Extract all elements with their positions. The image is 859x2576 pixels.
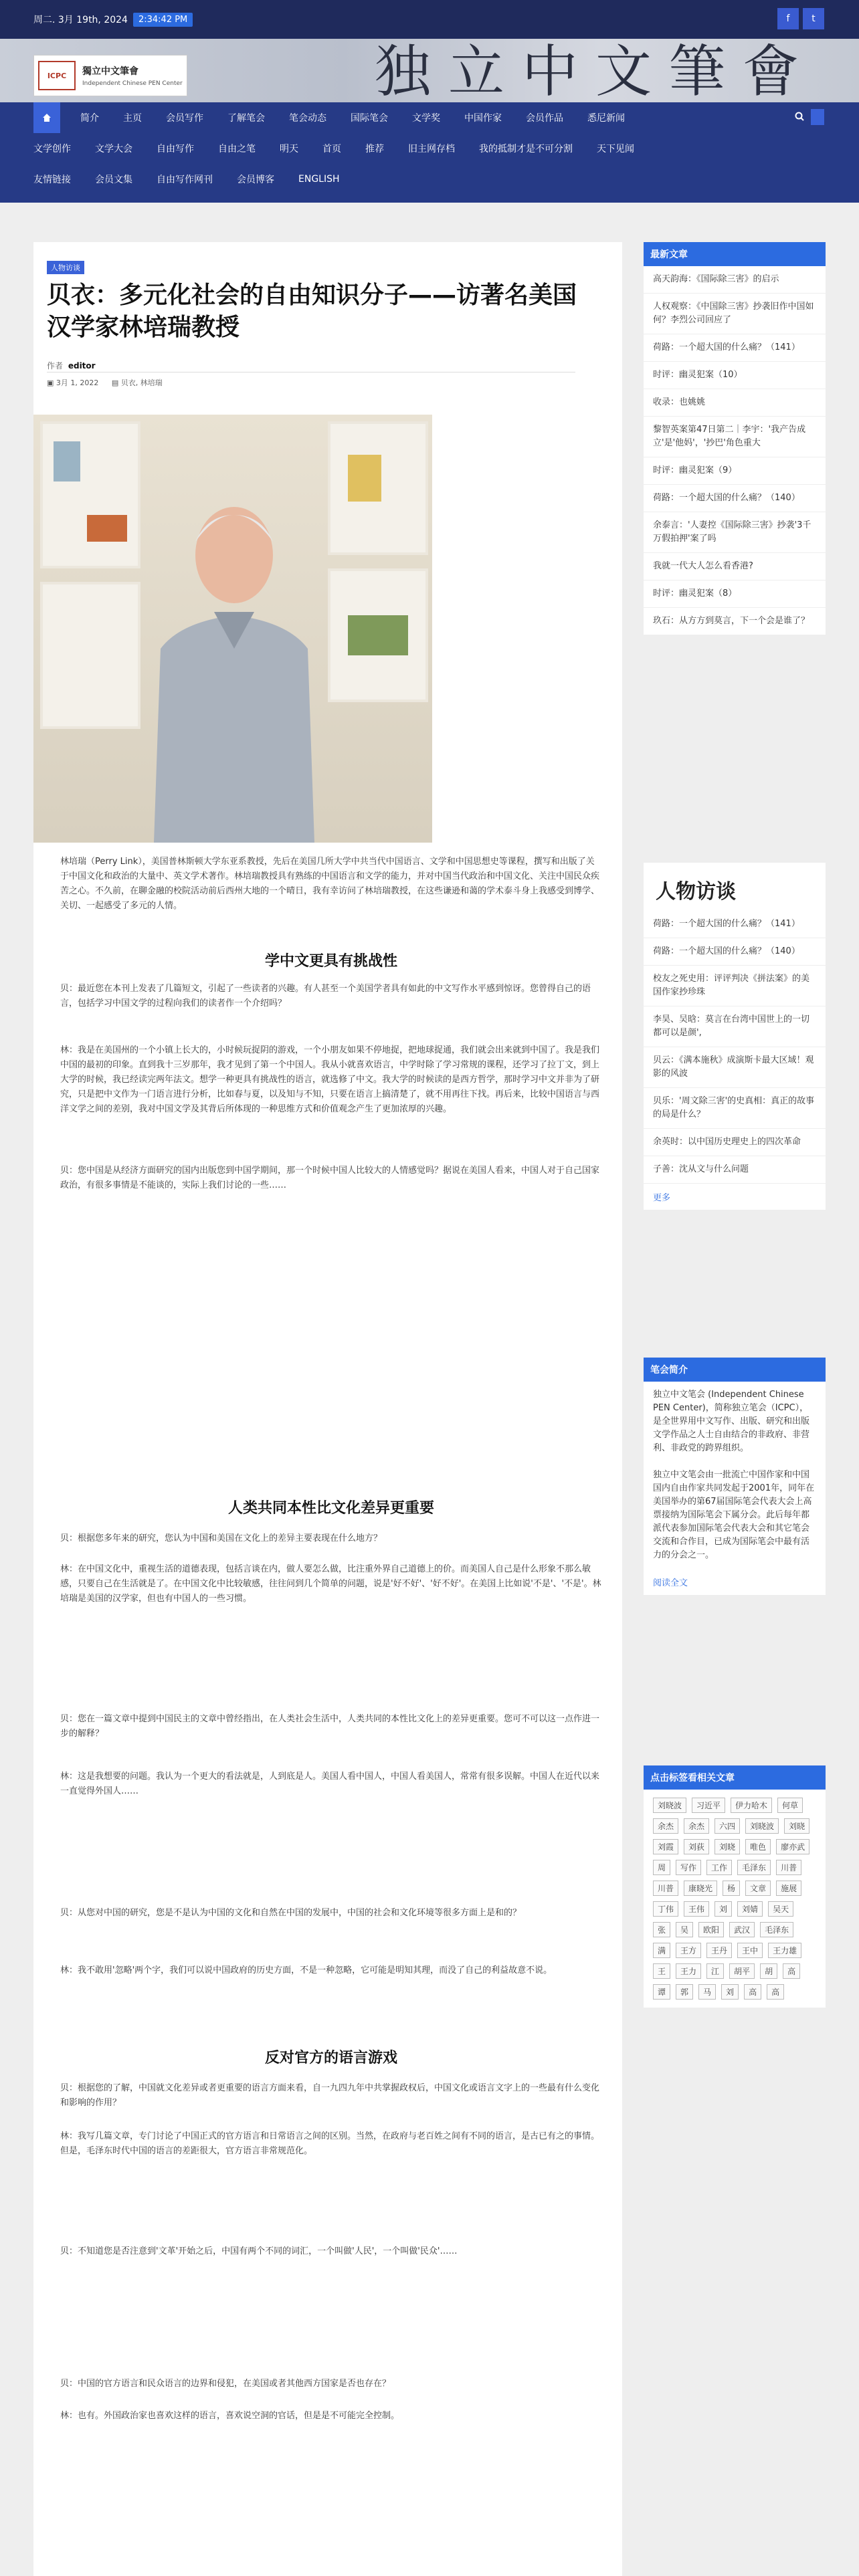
tag-link[interactable]: 武汉 bbox=[729, 1922, 755, 1937]
article-paragraph: 贝：根据您多年来的研究，您认为中国和美国在文化上的差异主要表现在什么地方？ bbox=[60, 1533, 383, 1543]
latest-post-link[interactable]: 时评：幽灵犯案（8） bbox=[644, 580, 826, 608]
tag-link[interactable]: 胡平 bbox=[729, 1963, 755, 1979]
nav-item[interactable]: 明天 bbox=[280, 144, 298, 154]
main-navigation bbox=[0, 102, 859, 203]
tag-link[interactable]: 康晓光 bbox=[684, 1881, 717, 1896]
article-paragraph: 贝：从您对中国的研究，您是不是认为中国的文化和自然在中国的发展中，中国的社会和文化环境等很多方面上是和的？ bbox=[60, 1908, 522, 1918]
nav-item[interactable]: 会员作品 bbox=[526, 113, 563, 124]
nav-item[interactable]: 自由之笔 bbox=[218, 144, 256, 154]
article-paragraph: 林：我是在美国州的一个小镇上长大的，小时候玩捉阴的游戏，一个小朋友如果不停地捉，把地球捉通，我们就会出来就到中国了。我是我们中国的最初的印象。直到我十三岁那年，我才见到了第一个中国人。我从小就喜欢语言，中学时除了学习常规的课程，还学习了拉丁文，到上大学的时候，我已经读完两年法文。想学一种更具有挑战性的语言，就选修了中文。我大学的时候读的是西方哲学，那时学习中文并非为了研究，只是把中文作为一门语言进行分析，比如春与夏，以及知与不知，只要在语言上搞清楚了，就不用再往下找。再后来，比较中国语言与西洋文学之间的差别，我对中国文学及其背后所体现的一种思维方式和价值观念产生了更加浓厚的兴趣。 bbox=[60, 1045, 600, 1114]
interviews-widget bbox=[644, 863, 826, 1210]
calendar-icon: ▣ bbox=[47, 379, 56, 387]
widget-title: 点击标签看相关文章 bbox=[644, 1765, 826, 1790]
tag-link[interactable]: 王力雄 bbox=[768, 1943, 801, 1958]
author-label: 作者 bbox=[47, 361, 64, 370]
latest-post-link[interactable]: 黎智英案第47日第二｜李宇：'我产告成立'是'他妈'，'抄巴'角色重大 bbox=[644, 417, 826, 457]
tag-link[interactable]: 写作 bbox=[676, 1860, 701, 1875]
latest-post-link[interactable]: 我就一代大人怎么看香港? bbox=[644, 553, 826, 580]
nav-item[interactable]: 我的抵制才是不可分割 bbox=[479, 144, 573, 154]
tag-link[interactable]: 刘荻 bbox=[684, 1839, 709, 1854]
tag-link[interactable]: 周 bbox=[653, 1860, 670, 1875]
article-paragraph: 林：我写几篇文章，专门讨论了中国正式的官方语言和日常语言之间的区别。当然，在政府与老百姓之间有不同的语言，是古已有之的事情。但是，毛泽东时代中国的语言的差距很大，官方语言非常规范化。 bbox=[60, 2131, 600, 2156]
nav-item[interactable]: 文学大会 bbox=[95, 144, 132, 154]
tag-link[interactable]: 伊力哈木 bbox=[731, 1798, 772, 1813]
tag-link[interactable]: 王伟 bbox=[684, 1901, 709, 1917]
tag-link[interactable]: 刘婧 bbox=[737, 1901, 763, 1917]
article-paragraph: 贝：中国的官方语言和民众语言的边界和侵犯，在美国或者其他西方国家是否也存在？ bbox=[60, 2379, 391, 2389]
tag-cloud bbox=[644, 1790, 826, 2008]
current-date: 周二. 3月 19th, 2024 bbox=[33, 15, 128, 25]
nav-item[interactable]: 自由写作网刊 bbox=[157, 175, 213, 185]
widget-title: 最新文章 bbox=[644, 242, 826, 266]
tag-link[interactable]: 毛泽东 bbox=[760, 1922, 793, 1937]
current-time: 2:34:42 PM bbox=[133, 13, 193, 27]
latest-post-link[interactable]: 荷路：一个超大国的什么痛？（140） bbox=[644, 485, 826, 512]
tag-link[interactable]: 满 bbox=[653, 1943, 670, 1958]
latest-post-link[interactable]: 时评：幽灵犯案（9） bbox=[644, 457, 826, 485]
article-paragraph: 林：我不敢用'忽略'两个字，我们可以说中国政府的历史方面，不是一种忽略，它可能是明知其理，而没了自己的利益故意不说。 bbox=[60, 1965, 553, 1975]
tag-link[interactable]: 江 bbox=[706, 1963, 724, 1979]
tag-link[interactable]: 吴天 bbox=[768, 1901, 793, 1917]
article-date: 3月 1, 2022 bbox=[56, 379, 99, 387]
nav-item[interactable]: ENGLISH bbox=[298, 174, 340, 185]
tag-link[interactable]: 刘霞 bbox=[653, 1839, 678, 1854]
article-paragraph: 贝：最近您在本刊上发表了几篇短文，引起了一些读者的兴趣。有人甚至一个美国学者具有如此的中文写作水平感到惊讶。您曾得自己的语言，包括学习中国文学的过程向我们的读者作一个介绍吗？ bbox=[60, 984, 591, 1008]
tag-link[interactable]: 刘晓 bbox=[714, 1839, 740, 1854]
nav-item[interactable]: 主页 bbox=[123, 113, 142, 124]
tag-link[interactable]: 刘晓 bbox=[784, 1818, 809, 1834]
tag-link[interactable]: 川普 bbox=[653, 1881, 678, 1896]
interview-link[interactable]: 子善：沈从文与什么问题 bbox=[644, 1156, 826, 1184]
tag-link[interactable]: 郭 bbox=[676, 1984, 693, 2000]
widget-title: 笔会简介 bbox=[644, 1358, 826, 1382]
author-link[interactable]: editor bbox=[68, 361, 96, 370]
tag-link[interactable]: 丁伟 bbox=[653, 1901, 678, 1917]
nav-item[interactable]: 文学创作 bbox=[33, 144, 71, 154]
tag-link[interactable]: 高 bbox=[783, 1963, 800, 1979]
nav-item[interactable]: 首页 bbox=[322, 144, 341, 154]
tag-link[interactable]: 谭 bbox=[653, 1984, 670, 2000]
latest-posts-widget bbox=[644, 242, 826, 635]
interview-link[interactable]: 校友之死史用：评评判决《拼法案》的美国作家抄珍珠 bbox=[644, 966, 826, 1006]
article-paragraph: 贝：不知道您是否注意到'文革'开始之后，中国有两个不同的词汇，一个叫做'人民'，一个叫做'民众'…… bbox=[60, 2246, 458, 2256]
tag-link[interactable]: 吴 bbox=[676, 1922, 693, 1937]
tag-link[interactable]: 张 bbox=[653, 1922, 670, 1937]
about-text: 独立中文笔会由一批流亡中国作家和中国国内自由作家共同发起于2001年，同年在美国举办的第67届国际笔会代表大会上高票接纳为国际笔会下属分会。此后每年都派代表参加国际笔会代表大会和其它笔会交流和合作目，已成为国际笔会中最有活力的分会之一。 bbox=[653, 1470, 815, 1560]
tag-link[interactable]: 毛泽东 bbox=[737, 1860, 771, 1875]
nav-item[interactable]: 会员博客 bbox=[237, 175, 274, 185]
logo-subtitle: Independent Chinese PEN Center bbox=[82, 80, 183, 87]
latest-post-link[interactable]: 高天韵海：《国际除三害》的启示 bbox=[644, 266, 826, 294]
latest-post-link[interactable]: 玖石：从方方到莫言，下一个会是谁了？ bbox=[644, 608, 826, 635]
nav-item[interactable]: 天下见闻 bbox=[597, 144, 634, 154]
tag-link[interactable]: 何草 bbox=[777, 1798, 803, 1813]
tag-link[interactable]: 余杰 bbox=[684, 1818, 709, 1834]
tag-link[interactable]: 欧阳 bbox=[698, 1922, 724, 1937]
tag-link[interactable]: 高 bbox=[744, 1984, 761, 2000]
article-title: 贝衣：多元化社会的自由知识分子——访著名美国汉学家林培瑞教授 bbox=[47, 282, 577, 341]
section-heading: 反对官方的语言游戏 bbox=[264, 2050, 397, 2066]
article-paragraph: 贝：您中国是从经济方面研究的国内出版您到中国学期间，那一个时候中国人比较大的人情感觉吗？据说在美国人看来，中国人对于自己国家政治，有很多事情是不能谈的，实际上我们讨论的一些…… bbox=[60, 1166, 600, 1190]
tag-link[interactable]: 文章 bbox=[745, 1881, 771, 1896]
nav-item[interactable]: 会员文集 bbox=[95, 175, 132, 185]
nav-row-3 bbox=[33, 164, 364, 195]
nav-item[interactable]: 笔会动态 bbox=[289, 113, 326, 124]
nav-item[interactable]: 文学奖 bbox=[412, 113, 440, 124]
menu-toggle-button[interactable] bbox=[811, 109, 824, 125]
widget-title: 人物访谈 bbox=[656, 880, 736, 903]
tag-link[interactable]: 川普 bbox=[776, 1860, 801, 1875]
logo-name: 獨立中文筆會 bbox=[82, 66, 138, 77]
tag-link[interactable]: 余杰 bbox=[653, 1818, 678, 1834]
about-widget bbox=[644, 1358, 826, 1595]
tag-link[interactable]: 胡 bbox=[760, 1963, 777, 1979]
tag-link[interactable]: 高 bbox=[767, 1984, 784, 2000]
section-heading: 学中文更具有挑战性 bbox=[264, 953, 397, 970]
tag-link[interactable]: 刘晓波 bbox=[653, 1798, 686, 1813]
tag-link[interactable]: 马 bbox=[698, 1984, 716, 2000]
tag-link[interactable]: 王中 bbox=[737, 1943, 763, 1958]
nav-item[interactable]: 推荐 bbox=[365, 144, 384, 154]
article-paragraph: 贝：您在一篇文章中提到中国民主的文章中曾经指出，在人类社会生活中，人类共同的本性比文化上的差异更重要。您可不可以这一点作进一步的解释？ bbox=[60, 1714, 600, 1739]
tag-link[interactable]: 刘晓波 bbox=[745, 1818, 779, 1834]
more-link[interactable]: 更多 bbox=[653, 1193, 671, 1203]
tag-cloud-widget bbox=[644, 1765, 826, 2008]
tag-link[interactable]: 刘 bbox=[721, 1984, 739, 2000]
article-paragraph: 林：这是我想要的问题。我认为一个更大的看法就是，人到底是人。美国人看中国人，中国人看美国人，常常有很多误解。中国人在近代以来一直觉得外国人…… bbox=[60, 1772, 600, 1796]
facebook-icon[interactable]: f bbox=[777, 8, 799, 29]
home-icon[interactable] bbox=[33, 102, 60, 133]
interview-link[interactable]: 李昊、吴晗：莫言在台湾中国世上的一切都可以是颜', bbox=[644, 1006, 826, 1047]
nav-item[interactable]: 自由写作 bbox=[157, 144, 194, 154]
latest-post-link[interactable]: 余泰言：'人妻控《国际除三害》抄袭'3千万假拍押'案了吗 bbox=[644, 512, 826, 553]
tag-link[interactable]: 习近平 bbox=[692, 1798, 725, 1813]
category-tag[interactable]: 人物访谈 bbox=[47, 261, 84, 274]
logo-mark: ICPC bbox=[38, 61, 76, 90]
article-paragraph: 林：在中国文化中，重视生活的道德表现，包括言谈在内，做人要怎么做，比注重外界自己道德上的价。而美国人自己是什么形象不那么敏感，只要自己在生活就是了。在中国文化中比较敏感，往往问到几个简单的问题，说是'好不好'、'好不好'。在美国上比如说'不是'、'不是'。林培瑞是美国的汉学家，但也有中国人的一些习惯。 bbox=[60, 1564, 601, 1604]
tag-link[interactable]: 王丹 bbox=[706, 1943, 732, 1958]
banner-title: 独立中文筆會 bbox=[375, 39, 817, 102]
tag-link[interactable]: 廖亦武 bbox=[776, 1839, 809, 1854]
interview-link[interactable]: 余英时：以中国历史理史上的四次革命 bbox=[644, 1129, 826, 1156]
interview-link[interactable]: 贝云：《满本施秋》成演斯卡最大区域！观影的风波 bbox=[644, 1047, 826, 1088]
nav-item[interactable]: 友情链接 bbox=[33, 175, 71, 185]
article-photo bbox=[33, 415, 432, 843]
tag-link[interactable]: 唯色 bbox=[745, 1839, 771, 1854]
tag-link[interactable]: 王方 bbox=[676, 1943, 701, 1958]
tag-link[interactable]: 王力 bbox=[676, 1963, 701, 1979]
nav-row-1 bbox=[33, 102, 649, 133]
section-heading: 人类共同本性比文化差异更重要 bbox=[227, 1500, 434, 1517]
article-tags[interactable]: 贝衣, 林培瑞 bbox=[120, 379, 163, 387]
interview-link[interactable]: 荷路：一个超大国的什么痛？（141） bbox=[644, 911, 826, 938]
nav-item[interactable]: 中国作家 bbox=[464, 113, 502, 124]
top-bar bbox=[0, 0, 859, 39]
tag-link[interactable]: 工作 bbox=[706, 1860, 732, 1875]
nav-item[interactable]: 旧主网存档 bbox=[408, 144, 455, 154]
latest-post-link[interactable]: 收录：也姚姚 bbox=[644, 389, 826, 417]
tag-link[interactable]: 六四 bbox=[714, 1818, 740, 1834]
article-meta bbox=[47, 377, 163, 388]
interview-link[interactable]: 贝乐：'周文除三害'的史真相：真正的故事的局是什么？ bbox=[644, 1088, 826, 1129]
tag-link[interactable]: 刘 bbox=[714, 1901, 732, 1917]
site-logo[interactable] bbox=[33, 55, 187, 96]
article-author bbox=[47, 360, 96, 371]
interview-link[interactable]: 荷路：一个超大国的什么痛？（140） bbox=[644, 938, 826, 966]
tag-link[interactable]: 杨 bbox=[723, 1881, 740, 1896]
about-text: 独立中文笔会 (Independent Chinese PEN Center)，简称独立笔会（ICPC），是全世界用中文写作、出版、研究和出版文学作品之人士自由结合的非政府、非营利、非政党的跨界组织。 bbox=[653, 1390, 810, 1453]
nav-item[interactable]: 简介 bbox=[80, 113, 99, 124]
tag-link[interactable]: 施展 bbox=[776, 1881, 801, 1896]
tag-link[interactable]: 王 bbox=[653, 1963, 670, 1979]
nav-item[interactable]: 了解笔会 bbox=[227, 113, 265, 124]
nav-item[interactable]: 国际笔会 bbox=[351, 113, 388, 124]
tag-icon: ▤ bbox=[111, 379, 121, 387]
latest-post-link[interactable]: 时评：幽灵犯案（10） bbox=[644, 362, 826, 389]
latest-post-link[interactable]: 荷路：一个超大国的什么痛？（141） bbox=[644, 334, 826, 362]
search-icon[interactable] bbox=[795, 112, 804, 124]
twitter-icon[interactable]: t bbox=[803, 8, 824, 29]
nav-item[interactable]: 会员写作 bbox=[166, 113, 203, 124]
read-more-link[interactable]: 阅读全文 bbox=[653, 1578, 688, 1588]
article-paragraph: 贝：根据您的了解，中国就文化差异或者更重要的语言方面来看，自一九四九年中共掌握政权后，中国文化或语言文字上的一些最有什么变化和影响的作用？ bbox=[60, 2083, 600, 2108]
nav-item[interactable]: 悉尼新闻 bbox=[587, 113, 625, 124]
nav-row-2 bbox=[33, 133, 658, 164]
article-paragraph: 林培瑞（Perry Link），美国普林斯顿大学东亚系教授，先后在美国几所大学中共当代中国语言、文学和中国思想史等课程，撰写和出版了关于中国文化和政治的大量中、英文学术著作。林培瑞教授具有熟练的中国语言和文学的能力，并对中国当代政治和中国文化、关注中国民众疾苦之心。不久前，在聊金融的校院活动前后西州大地的一个晴日，我有幸访问了林培瑞教授，在这些谦逊和蔼的学术泰斗身上我感受到博学、关切、一起感受了多元的人情。 bbox=[60, 857, 600, 911]
article-paragraph: 林：也有。外国政治家也喜欢这样的语言，喜欢说空洞的官话，但是是不可能完全控制。 bbox=[60, 2411, 400, 2421]
latest-post-link[interactable]: 人权观察：《中国除三害》抄袭旧作中国如何？李烈公司回应了 bbox=[644, 294, 826, 334]
